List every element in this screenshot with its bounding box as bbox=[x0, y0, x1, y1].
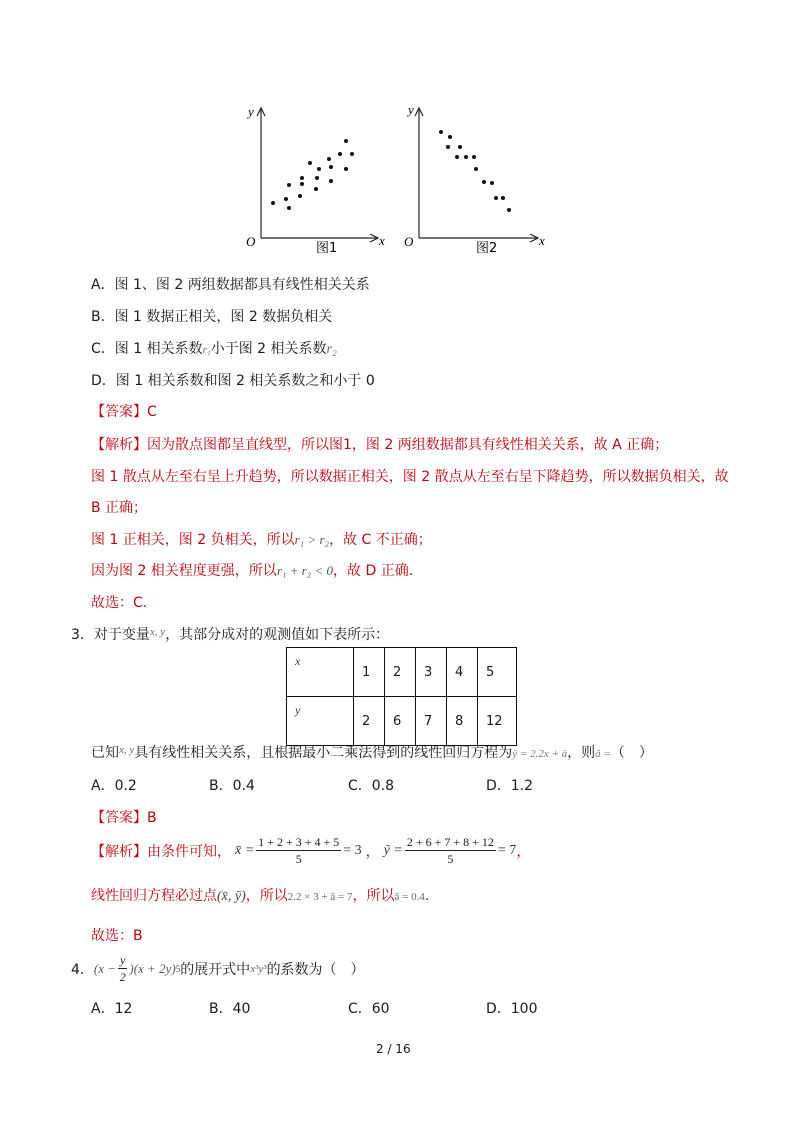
q3-stem-vars: x, y bbox=[149, 626, 166, 638]
plot1-points bbox=[271, 139, 354, 210]
table-cell: 12 bbox=[478, 697, 517, 746]
q3-stem-b: ，其部分成对的观测值如下表所示： bbox=[165, 627, 390, 643]
q3-analysis-line1 bbox=[91, 834, 530, 867]
q3-analysis-line2 bbox=[91, 885, 429, 905]
plot1-point bbox=[350, 152, 354, 156]
q3-comma: ， bbox=[365, 843, 380, 860]
table-cell: 6 bbox=[385, 697, 416, 746]
q2-option-c-r1: r₁ bbox=[202, 344, 211, 356]
q3-answer-value: B bbox=[147, 810, 157, 826]
q2-analysis-line2: 图 1 散点从左至右呈上升趋势，所以数据正相关，图 2 散点从左至右呈下降趋势，所以数据负相关，故 bbox=[91, 469, 729, 485]
q4-stem-a: 的展开式中 bbox=[180, 961, 251, 978]
q2-analysis-line4-expr: r₁ > r₂ bbox=[294, 532, 330, 547]
q4-expr-exp: 5 bbox=[175, 963, 181, 974]
plot1-point bbox=[344, 139, 348, 143]
table-cell: 1 bbox=[354, 648, 385, 697]
plot1-x-label: x bbox=[379, 233, 385, 248]
q2-analysis-line5-b: ，故 D 正确. bbox=[333, 563, 414, 579]
plot1-point bbox=[344, 167, 348, 171]
q3-option-a: A．0.2 bbox=[91, 778, 137, 794]
q2-analysis-line5 bbox=[91, 560, 413, 580]
q4-term: x³y³ bbox=[250, 962, 267, 975]
q3-stem-a: 3．对于变量 bbox=[71, 627, 150, 643]
table-cell: 2 bbox=[354, 697, 385, 746]
q3-line2-c: ，则 bbox=[567, 745, 596, 761]
plot1-point bbox=[329, 165, 333, 169]
plot1-point bbox=[287, 183, 291, 187]
q3-xbar-result: = 3 bbox=[343, 842, 362, 858]
plot2-origin-label: O bbox=[404, 234, 414, 249]
plot1-point bbox=[300, 176, 304, 180]
q3-analysis-line2-c: ，所以 bbox=[352, 888, 395, 904]
q3-analysis-expr1: 2.2 × 3 + â = 7 bbox=[287, 891, 353, 903]
q4-option-c: C．60 bbox=[348, 1001, 390, 1017]
plot1-point bbox=[308, 161, 312, 165]
plot2-point bbox=[464, 155, 468, 159]
plot1-point bbox=[284, 197, 288, 201]
q3-xbar-denominator: 5 bbox=[295, 852, 302, 866]
plot1-point bbox=[329, 179, 333, 183]
q3-analysis-expr2: â = 0.4 bbox=[394, 891, 425, 903]
plot1-axes bbox=[257, 108, 378, 242]
q3-ybar-numerator: 2 + 6 + 7 + 8 + 12 bbox=[406, 835, 494, 849]
plot2-point bbox=[501, 196, 505, 200]
table-cell: 3 bbox=[416, 648, 447, 697]
q2-option-d: D．图 1 相关系数和图 2 相关系数之和小于 0 bbox=[91, 373, 375, 389]
q3-choose: 故选：B bbox=[91, 928, 143, 944]
q2-analysis-line4-b: ，故 C 不正确； bbox=[329, 532, 432, 548]
q3-comma2: ， bbox=[516, 843, 531, 860]
plot2-points bbox=[439, 130, 511, 212]
table-row-label-y: y bbox=[287, 697, 354, 746]
q2-analysis-line5-expr: r₁ + r₂ < 0 bbox=[276, 563, 334, 578]
q3-line2-eq: ŷ = 2.2x + â bbox=[512, 748, 568, 760]
page-number: 2 / 16 bbox=[376, 1042, 411, 1056]
q4-number: 4． bbox=[71, 961, 94, 978]
q3-line2-a: 已知 bbox=[91, 745, 119, 761]
q2-option-c-mid: 小于图 2 相关系数 bbox=[210, 341, 327, 357]
q4-frac-denominator: 2 bbox=[119, 970, 126, 984]
q2-option-c-prefix: C．图 1 相关系数 bbox=[91, 341, 203, 357]
table-row-label-x: x bbox=[287, 648, 354, 697]
q2-option-b: B．图 1 数据正相关，图 2 数据负相关 bbox=[91, 309, 333, 325]
plot1-caption: 图1 bbox=[316, 241, 338, 256]
q3-line2-b: 具有线性相关关系，且根据最小二乘法得到的线性回归方程为 bbox=[134, 745, 513, 761]
plot1-point bbox=[338, 152, 342, 156]
q3-ybar-denominator: 5 bbox=[447, 852, 454, 866]
plot2-x-label: x bbox=[539, 233, 545, 248]
q2-analysis-line5-a: 因为图 2 相关程度更强，所以 bbox=[91, 563, 277, 579]
q2-analysis-line3: B 正确； bbox=[91, 500, 148, 516]
plot2-point bbox=[458, 145, 462, 149]
q2-answer-label: 【答案】 bbox=[91, 404, 147, 420]
q4-fraction bbox=[118, 952, 127, 985]
table-cell: 2 bbox=[385, 648, 416, 697]
plot2-point bbox=[455, 155, 459, 159]
q4-frac-numerator: y bbox=[120, 953, 126, 967]
q3-stem bbox=[71, 624, 389, 644]
q3-line2-d: （ ） bbox=[610, 745, 653, 761]
plot2-point bbox=[490, 181, 494, 185]
q3-analysis-a: 由条件可知， bbox=[147, 843, 231, 860]
q2-option-c-r2: r₂ bbox=[326, 342, 337, 357]
plot2-y-label: y bbox=[408, 102, 414, 117]
q2-analysis-label: 【解析】 bbox=[91, 437, 147, 453]
q3-ybar-result: = 7 bbox=[497, 842, 517, 858]
q2-option-a: A．图 1、图 2 两组数据都具有线性相关关系 bbox=[91, 277, 370, 293]
plot2-point bbox=[446, 145, 450, 149]
plot2-point bbox=[494, 196, 498, 200]
q2-analysis-line1 bbox=[91, 434, 668, 454]
observation-table bbox=[286, 647, 517, 746]
table-row bbox=[287, 697, 517, 746]
plot1-point bbox=[314, 187, 318, 191]
q3-option-c: C．0.8 bbox=[348, 778, 395, 794]
q3-analysis-label: 【解析】 bbox=[91, 843, 147, 860]
plot1-y-label: y bbox=[248, 104, 254, 119]
q4-expr-close: )(x + 2y) bbox=[129, 960, 176, 976]
plot2-point bbox=[439, 130, 443, 134]
plot2-point bbox=[507, 208, 511, 212]
plot2-caption: 图2 bbox=[476, 241, 498, 256]
q3-answer bbox=[91, 807, 157, 827]
q2-analysis-line4 bbox=[91, 529, 432, 549]
q3-line2 bbox=[91, 742, 653, 762]
plot2-point bbox=[472, 155, 476, 159]
plot1-point bbox=[317, 167, 321, 171]
q3-option-d: D．1.2 bbox=[486, 778, 534, 794]
q3-analysis-line2-a: 线性回归方程必过点 bbox=[91, 888, 217, 904]
q3-line2-ahat: â = bbox=[595, 748, 611, 760]
scatter-figure bbox=[230, 96, 560, 258]
table-cell: 7 bbox=[416, 697, 447, 746]
q3-ybar-fraction bbox=[405, 834, 496, 867]
q4-stem bbox=[71, 952, 365, 985]
q4-option-d: D．100 bbox=[486, 1001, 538, 1017]
q2-analysis-text1: 因为散点图都呈直线型，所以图1，图 2 两组数据都具有线性相关关系，故 A 正确； bbox=[147, 437, 669, 453]
q3-xbar-numerator: 1 + 2 + 3 + 4 + 5 bbox=[258, 835, 340, 849]
plot2-point bbox=[474, 167, 478, 171]
q3-xbar-fraction bbox=[256, 834, 341, 867]
q4-stem-b: 的系数为（ ） bbox=[266, 961, 365, 978]
table-row bbox=[287, 648, 517, 697]
q3-line2-vars: x, y bbox=[119, 744, 135, 756]
plot1-point bbox=[300, 182, 304, 186]
q3-ybar: ȳ = bbox=[383, 842, 403, 858]
q3-analysis-line2-d: . bbox=[424, 888, 430, 904]
plot2-point bbox=[448, 135, 452, 139]
q2-analysis-line4-a: 图 1 正相关，图 2 负相关，所以 bbox=[91, 532, 295, 548]
table-cell: 4 bbox=[447, 648, 478, 697]
q3-answer-label: 【答案】 bbox=[91, 810, 147, 826]
q2-option-c bbox=[91, 338, 337, 358]
plot1-point bbox=[327, 157, 331, 161]
table-cell: 5 bbox=[478, 648, 517, 697]
plot2-point bbox=[482, 180, 486, 184]
plot1-point bbox=[287, 206, 291, 210]
q2-answer-value: C bbox=[147, 404, 157, 420]
q4-option-a: A．12 bbox=[91, 1001, 133, 1017]
plot1-point bbox=[315, 176, 319, 180]
plot1-point bbox=[271, 201, 275, 205]
plot1-point bbox=[298, 194, 302, 198]
q4-option-b: B．40 bbox=[209, 1001, 251, 1017]
table-cell: 8 bbox=[447, 697, 478, 746]
q2-answer bbox=[91, 401, 157, 421]
plot1-origin-label: O bbox=[246, 234, 256, 249]
q4-expr-open: (x − bbox=[93, 960, 117, 976]
q3-xbar: x̄ = bbox=[235, 842, 255, 858]
q2-choose: 故选：C. bbox=[91, 595, 148, 611]
q3-analysis-point: (x̄, ȳ) bbox=[217, 889, 246, 904]
q3-analysis-line2-b: ，所以 bbox=[245, 888, 288, 904]
plot2-axes bbox=[415, 108, 538, 242]
q3-option-b: B．0.4 bbox=[209, 778, 255, 794]
